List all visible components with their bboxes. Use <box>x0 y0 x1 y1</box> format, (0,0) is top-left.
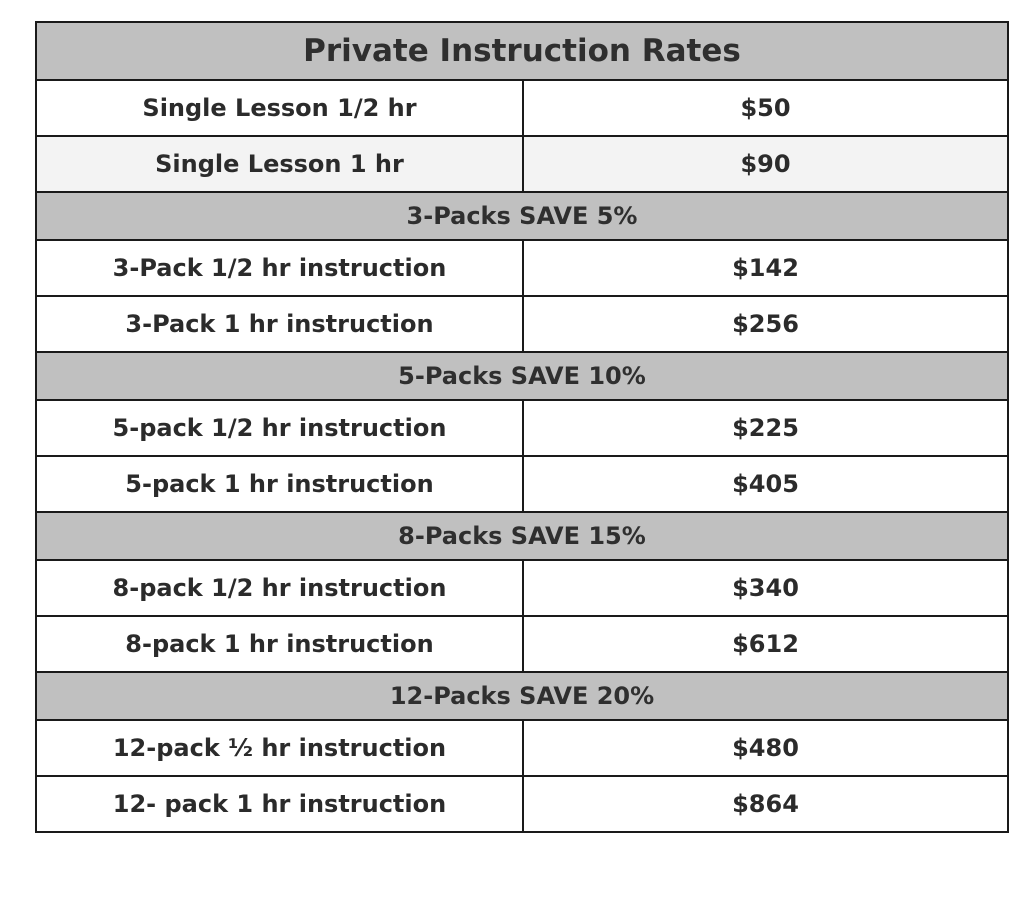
table-row <box>36 400 1008 456</box>
lesson-label: 12- pack 1 hr instruction <box>36 776 523 832</box>
lesson-label: Single Lesson 1 hr <box>36 136 523 192</box>
lesson-label: 5-pack 1 hr instruction <box>36 456 523 512</box>
table-row <box>36 456 1008 512</box>
lesson-label: 12-pack ½ hr instruction <box>36 720 523 776</box>
table-row <box>36 616 1008 672</box>
section-heading: 8-Packs SAVE 15% <box>36 512 1008 560</box>
lesson-price: $612 <box>523 616 1008 672</box>
title-row <box>36 22 1008 80</box>
lesson-label: 8-pack 1/2 hr instruction <box>36 560 523 616</box>
lesson-price: $340 <box>523 560 1008 616</box>
section-heading: 12-Packs SAVE 20% <box>36 672 1008 720</box>
table-row <box>36 296 1008 352</box>
section-header <box>36 352 1008 400</box>
section-heading: 5-Packs SAVE 10% <box>36 352 1008 400</box>
lesson-price: $225 <box>523 400 1008 456</box>
lesson-price: $50 <box>523 80 1008 136</box>
lesson-price: $864 <box>523 776 1008 832</box>
table-row <box>36 80 1008 136</box>
table-row <box>36 136 1008 192</box>
lesson-price: $480 <box>523 720 1008 776</box>
lesson-label: Single Lesson 1/2 hr <box>36 80 523 136</box>
table-row <box>36 776 1008 832</box>
lesson-price: $142 <box>523 240 1008 296</box>
table-row <box>36 560 1008 616</box>
lesson-price: $405 <box>523 456 1008 512</box>
lesson-price: $256 <box>523 296 1008 352</box>
table-row <box>36 720 1008 776</box>
lesson-label: 8-pack 1 hr instruction <box>36 616 523 672</box>
section-heading: 3-Packs SAVE 5% <box>36 192 1008 240</box>
lesson-label: 3-Pack 1 hr instruction <box>36 296 523 352</box>
table-title: Private Instruction Rates <box>36 22 1008 80</box>
lesson-price: $90 <box>523 136 1008 192</box>
table-row <box>36 240 1008 296</box>
lesson-label: 5-pack 1/2 hr instruction <box>36 400 523 456</box>
section-header <box>36 512 1008 560</box>
rates-table <box>35 21 1009 833</box>
section-header <box>36 672 1008 720</box>
section-header <box>36 192 1008 240</box>
lesson-label: 3-Pack 1/2 hr instruction <box>36 240 523 296</box>
